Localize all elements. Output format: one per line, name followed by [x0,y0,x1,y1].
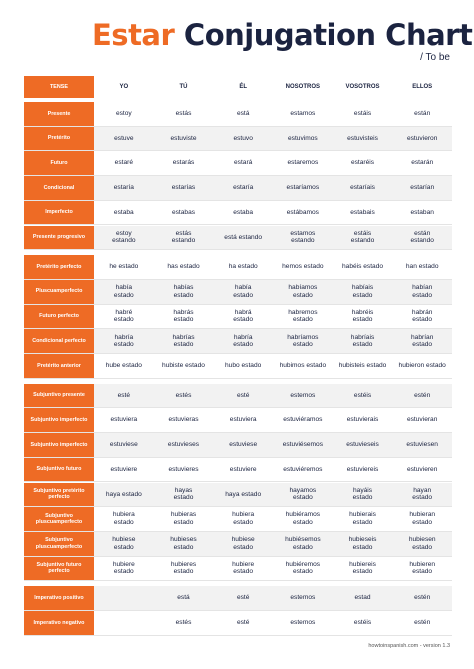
conjugation-cell: estén [414,619,431,627]
conjugation-cell: hubiera estado [232,511,255,527]
header-pronoun: NOSOTROS [285,83,321,90]
conjugation-cell: habré estado [113,308,134,324]
conjugation-cell: esté [236,619,250,627]
conjugation-cell: has estado [167,263,200,271]
conjugation-cell: estoy [115,110,132,118]
title-rest: Conjugation Chart [183,18,473,52]
tense-label: Pretérito anterior [24,354,94,378]
conjugation-cell: habrían estado [411,333,434,349]
conjugation-cell: hemos estado [282,263,324,271]
page-subtitle: / To be [420,52,450,63]
conjugation-cell: estará [234,159,253,167]
header-pronoun: YO [119,83,129,90]
conjugation-cell: hubiereis estado [349,560,376,576]
conjugation-cell: hubiere estado [112,560,135,576]
conjugation-cell: estuvo [233,134,253,142]
table-row [24,458,452,483]
header-tense: TENSE [24,76,94,98]
conjugation-cell: hubieseis estado [348,536,377,551]
conjugation-cell: estéis [353,619,372,627]
conjugation-cell: habías estado [173,284,194,299]
conjugation-cell: estuviesen [406,441,438,449]
conjugation-cell: habían estado [412,284,433,299]
conjugation-cell: hubiesen estado [408,536,436,551]
conjugation-cell: estabais [350,208,375,216]
conjugation-cell: estaba [233,208,254,216]
conjugation-cell: estaban [410,208,434,216]
conjugation-cell: estás [175,110,192,118]
conjugation-cell: estáis [353,110,372,118]
table-row [24,532,452,557]
tense-label: Subjuntivo pluscuamperfecto [24,507,94,531]
conjugation-cell: hubiéramos estado [285,511,321,527]
conjugation-cell: estuviéramos [283,416,323,424]
conjugation-cell: estuve [114,134,134,142]
conjugation-cell: está [177,594,190,602]
conjugation-cell: habrías estado [172,333,195,349]
conjugation-cell: ha estado [228,263,258,271]
header-pronoun: ELLOS [412,83,433,90]
conjugation-cell: hubieran estado [409,511,436,527]
conjugation-cell: estábamos [286,208,319,216]
conjugation-cell: estemos [290,391,316,399]
conjugation-cell: estuviera [229,416,257,424]
tense-label: Condicional [24,176,94,200]
conjugation-cell: hubieron estado [398,362,446,370]
table-row [24,255,452,280]
conjugation-cell: esté [236,594,250,602]
conjugation-cell: hubiese estado [231,536,255,551]
conjugation-cell: estaba [113,208,134,216]
conjugation-cell: estuviste [170,134,197,142]
conjugation-cell: estén [414,391,431,399]
table-row [24,354,452,379]
conjugation-cell: habíamos estado [288,284,318,299]
table-header-row [24,76,452,98]
conjugation-cell: hubiere estado [232,560,255,576]
conjugation-cell: hube estado [105,362,142,370]
conjugation-cell: hayas estado [173,486,194,502]
conjugation-cell: estuvisteis [347,134,378,142]
tense-label: Subjuntivo futuro perfecto [24,557,94,581]
conjugation-cell: hubiésemos estado [285,536,321,551]
conjugation-cell: he estado [109,263,139,271]
table-row [24,127,452,152]
conjugation-cell: habréis estado [351,308,374,324]
table-row [24,433,452,458]
conjugation-cell: estemos [290,619,316,627]
conjugation-cell: estuvierais [346,416,379,424]
conjugation-cell: estarías [171,184,196,192]
conjugation-cell: está [236,110,250,118]
conjugation-cell: hubieses estado [170,536,197,551]
table-row [24,226,452,251]
conjugation-cell: estuvimos [288,134,318,142]
table-row [24,305,452,330]
tense-label: Subjuntivo pluscuamperfecto [24,532,94,556]
table-row [24,102,452,127]
conjugation-cell: han estado [405,263,439,271]
table-row [24,201,452,226]
conjugation-cell: hayamos estado [289,486,317,502]
conjugation-cell: estuviese [109,441,138,449]
conjugation-cell: había estado [113,284,134,299]
tense-label: Futuro [24,151,94,175]
conjugation-cell: estamos estando [290,229,316,245]
conjugation-cell: esté [117,391,131,399]
conjugation-cell: estaríais [350,184,375,192]
conjugation-cell: están [414,110,431,118]
conjugation-cell: están estando [410,229,434,245]
conjugation-cell: estuvieron [406,134,438,142]
conjugation-cell: hubo estado [225,362,262,370]
conjugation-cell: estén [414,594,431,602]
tense-label: Pretérito perfecto [24,255,94,279]
conjugation-cell: estés [175,391,192,399]
conjugation-cell: hubiera estado [112,511,135,527]
tense-label: Pluscuamperfecto [24,280,94,304]
conjugation-cell: estaré [114,159,133,167]
conjugation-cell: estaréis [350,159,375,167]
conjugation-cell: esté [236,391,250,399]
tense-label: Subjuntivo futuro [24,458,94,482]
tense-label: Imperativo negativo [24,611,94,635]
conjugation-cell: hayan estado [412,486,433,502]
conjugation-cell: habrás estado [173,308,194,324]
table-row [24,408,452,433]
conjugation-cell: estabas [171,208,196,216]
conjugation-cell: haya estado [225,490,262,498]
header-pronoun: TÚ [179,83,188,90]
conjugation-cell: hubieren estado [409,560,436,576]
page-title [92,18,472,52]
conjugation-cell: estuviéremos [283,465,323,473]
conjugation-cell: estáis estando [350,229,375,245]
conjugation-cell: estuviereis [346,465,379,473]
table-row [24,280,452,305]
conjugation-cell: estoy estando [112,229,136,245]
tense-label: Pretérito [24,127,94,151]
conjugation-cell: habíais estado [351,284,374,299]
conjugation-cell: estuviésemos [282,441,324,449]
conjugation-cell: hubisteis estado [338,362,387,370]
conjugation-cell: hayáis estado [352,486,373,502]
conjugation-cell: estarás [172,159,195,167]
tense-label: Subjuntivo imperfecto [24,408,94,432]
table-row [24,586,452,611]
conjugation-cell: hubiéremos estado [285,560,321,576]
conjugation-cell: estuvieras [168,416,199,424]
conjugation-cell: estaríamos [286,184,320,192]
conjugation-cell: estarían [410,184,435,192]
conjugation-cell: estuviere [110,465,138,473]
conjugation-cell: estás estando [171,229,196,245]
tense-label: Imperfecto [24,201,94,225]
title-verb: Estar [92,18,175,52]
conjugation-cell: estuvieren [406,465,438,473]
table-row [24,507,452,532]
conjugation-table [24,76,452,634]
tense-label: Presente [24,102,94,126]
header-pronoun: ÉL [239,83,248,90]
conjugation-cell: hubiese estado [112,536,136,551]
conjugation-cell: habéis estado [341,263,384,271]
header-pronoun: VOSOTROS [345,83,380,90]
table-row [24,384,452,409]
conjugation-cell: estuvieses [167,441,200,449]
conjugation-cell: estuvieres [168,465,199,473]
tense-label: Imperativo positivo [24,586,94,610]
conjugation-cell: estéis [353,391,372,399]
conjugation-cell: habríamos estado [287,333,319,349]
footer-credit: howtoinspanish.com - version 1.3 [368,643,450,649]
conjugation-cell: hubierais estado [349,511,376,527]
conjugation-cell: habría estado [233,333,254,349]
tense-label: Condicional perfecto [24,329,94,353]
conjugation-cell: estamos [290,110,316,118]
conjugation-cell: haya estado [105,490,142,498]
table-row [24,483,452,508]
table-row [24,176,452,201]
table-row [24,329,452,354]
tense-label: Presente progresivo [24,226,94,250]
conjugation-cell: habremos estado [288,308,318,324]
conjugation-cell: habrá estado [233,308,254,324]
conjugation-cell: estuviese [229,441,258,449]
conjugation-cell: hubieras estado [170,511,197,527]
conjugation-cell: habría estado [113,333,134,349]
conjugation-cell: estuviera [110,416,138,424]
conjugation-cell: estés [175,619,192,627]
tense-label: Futuro perfecto [24,305,94,329]
conjugation-cell: habrán estado [411,308,433,324]
conjugation-cell: estemos [290,594,316,602]
conjugation-cell: estaría [113,184,134,192]
conjugation-cell: estaremos [287,159,319,167]
conjugation-cell: hubieres estado [170,560,197,576]
conjugation-cell: habríais estado [350,333,375,349]
conjugation-cell: está estando [224,233,263,241]
tense-label: Subjuntivo pretérito perfecto [24,483,94,507]
conjugation-cell: hubimos estado [279,362,327,370]
table-row [24,151,452,176]
tense-label: Subjuntivo imperfecto [24,433,94,457]
conjugation-cell: estuviere [229,465,257,473]
table-row [24,557,452,582]
conjugation-cell: estad [354,594,371,602]
conjugation-cell: estaría [233,184,254,192]
table-row [24,611,452,636]
conjugation-cell: hubiste estado [162,362,205,370]
conjugation-cell: estuvieseis [346,441,379,449]
conjugation-cell: estuvieran [406,416,438,424]
tense-label: Subjuntivo presente [24,384,94,408]
conjugation-cell: había estado [233,284,254,299]
conjugation-cell: estarán [411,159,434,167]
